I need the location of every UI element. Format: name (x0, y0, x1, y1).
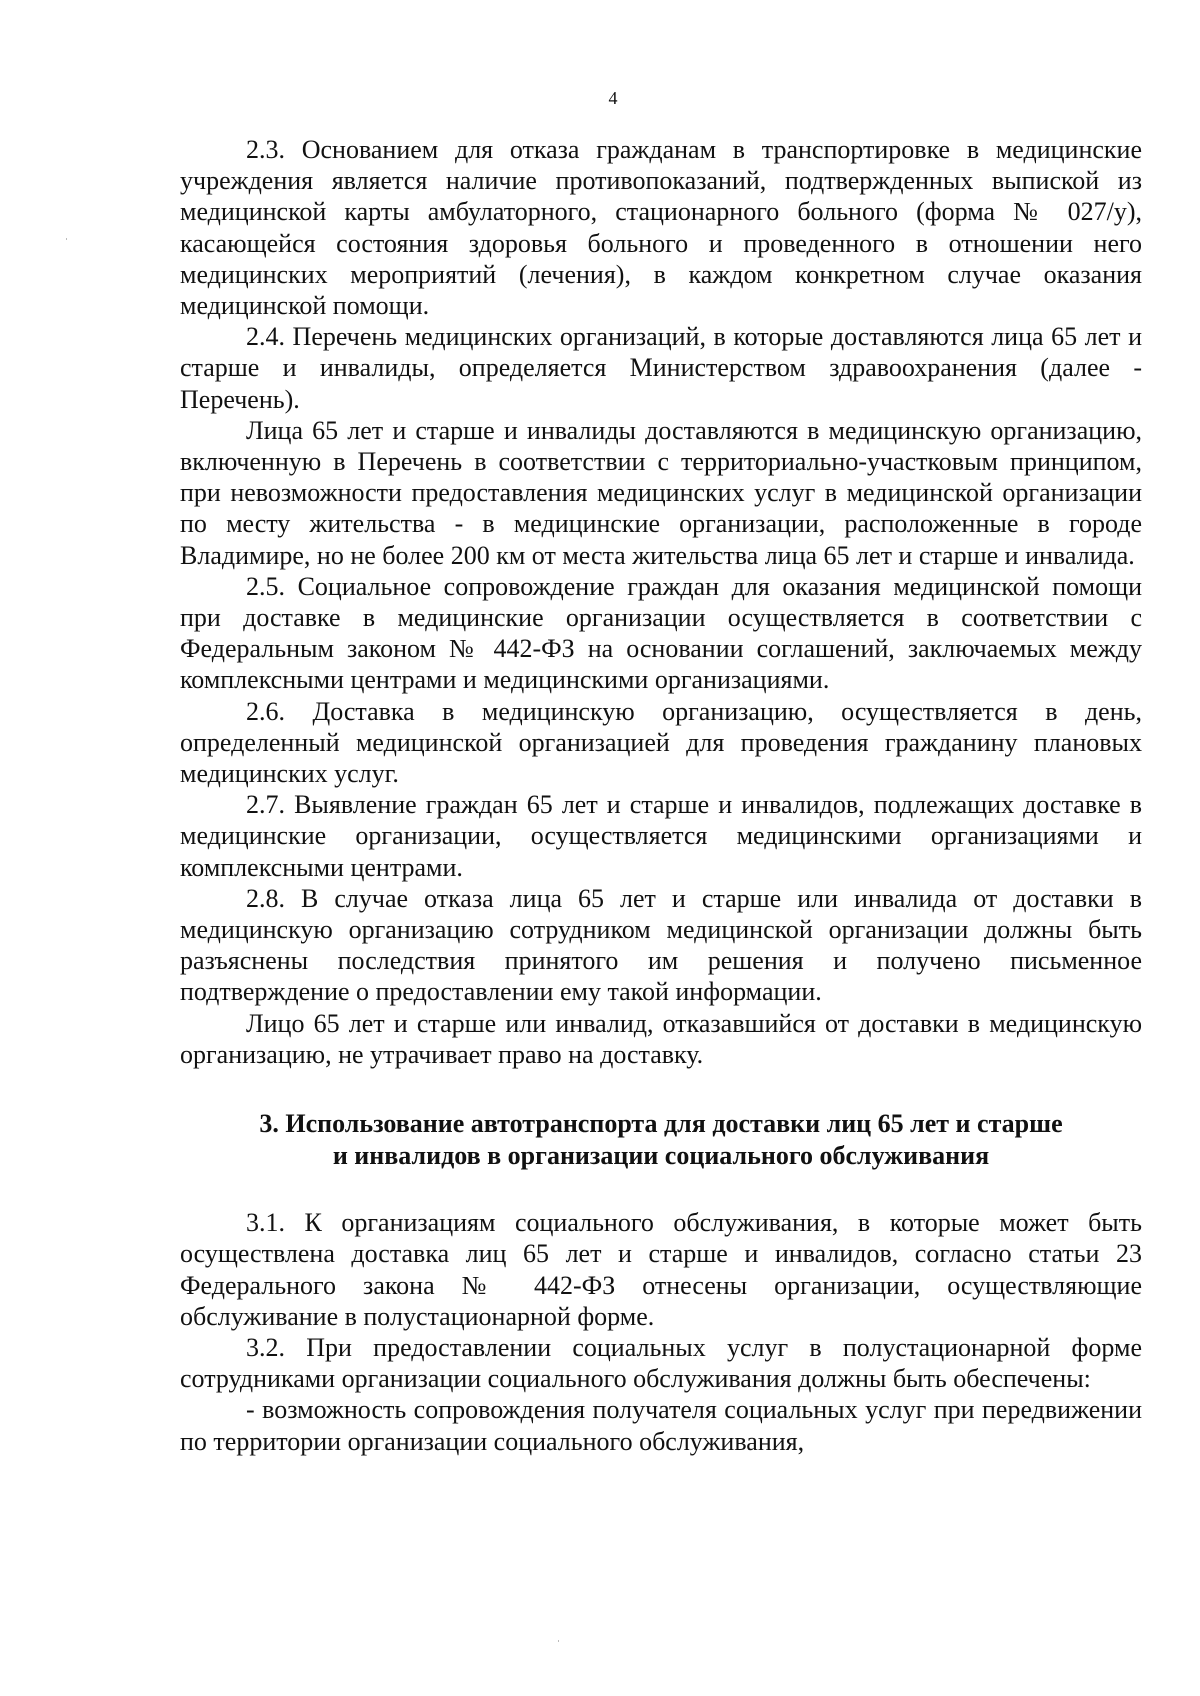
document-body (180, 134, 1142, 1457)
section-heading (180, 1108, 1142, 1172)
paragraph-2-6: 2.6. Доставка в медицинскую организацию, осуществляется в день, определенный медицинской организацией для проведения гражданину плановых медицинских услуг. (180, 696, 1142, 789)
paragraph-3-1: 3.1. К организациям социального обслуживания, в которые может быть осуществлена доставка лиц 65 лет и старше и инвалидов, согласно статьи 23 Федерального закона № 442-ФЗ отнесены организации, осуществляющие обслуживание в полустационарной форме. (180, 1208, 1142, 1331)
section-heading-line-1: 3. Использование автотранспорта для доставки лиц 65 лет и старше (259, 1109, 1063, 1139)
paragraph-2-5: 2.5. Социальное сопровождение граждан для оказания медицинской помощи при доставке в медицинские организации осуществляется в соответствии с Федеральным законом № 442-ФЗ на основании соглашений, заключаемых между комплексными центрами и медицинскими организациями. (180, 571, 1142, 695)
scan-mark (558, 1640, 559, 1642)
paragraph-2-8: 2.8. В случае отказа лица 65 лет и старше или инвалида от доставки в медицинскую организацию сотрудником медицинской организации должны быть разъяснены последствия принятого им решения и получено письменное подтверждение о предоставлении ему такой информации. (180, 883, 1142, 1007)
scan-mark (66, 238, 67, 240)
paragraph-2-8-continued: Лицо 65 лет и старше или инвалид, отказавшийся от доставки в медицинскую организацию, не утрачивает право на доставку. (180, 1008, 1142, 1069)
paragraph-2-7: 2.7. Выявление граждан 65 лет и старше и инвалидов, подлежащих доставке в медицинские организации, осуществляется медицинскими организациями и комплексными центрами. (180, 790, 1142, 882)
paragraph-2-4-continued: Лица 65 лет и старше и инвалиды доставляются в медицинскую организацию, включенную в Перечень в соответствии с территориально-участковым принципом, при невозможности предоставления медицинских услуг в медицинской организации по месту жительства - в медицинские организации, расположенные в городе Владимире, но не более 200 км от места жительства лица 65 лет и старше и инвалида. (180, 415, 1142, 570)
section-heading-line-2: и инвалидов в организации социального обслуживания (332, 1141, 990, 1171)
paragraph-2-3: 2.3. Основанием для отказа гражданам в транспортировке в медицинские учреждения является наличие противопоказаний, подтвержденных выпиской из медицинской карты амбулаторного, стационарного больного (форма № 027/у), касающейся состояния здоровья больного и проведенного в отношении него медицинских мероприятий (лечения), в каждом конкретном случае оказания медицинской помощи. (180, 135, 1142, 321)
list-item-escort: - возможность сопровождения получателя социальных услуг при передвижении по территории организации социального обслуживания, (180, 1395, 1142, 1456)
paragraph-2-4: 2.4. Перечень медицинских организаций, в которые доставляются лица 65 лет и старше и инвалиды, определяется Министерством здравоохранения (далее - Перечень). (180, 322, 1142, 414)
page-number: 4 (608, 88, 618, 108)
paragraph-3-2: 3.2. При предоставлении социальных услуг в полустационарной форме сотрудниками организации социального обслуживания должны быть обеспечены: (180, 1332, 1142, 1394)
